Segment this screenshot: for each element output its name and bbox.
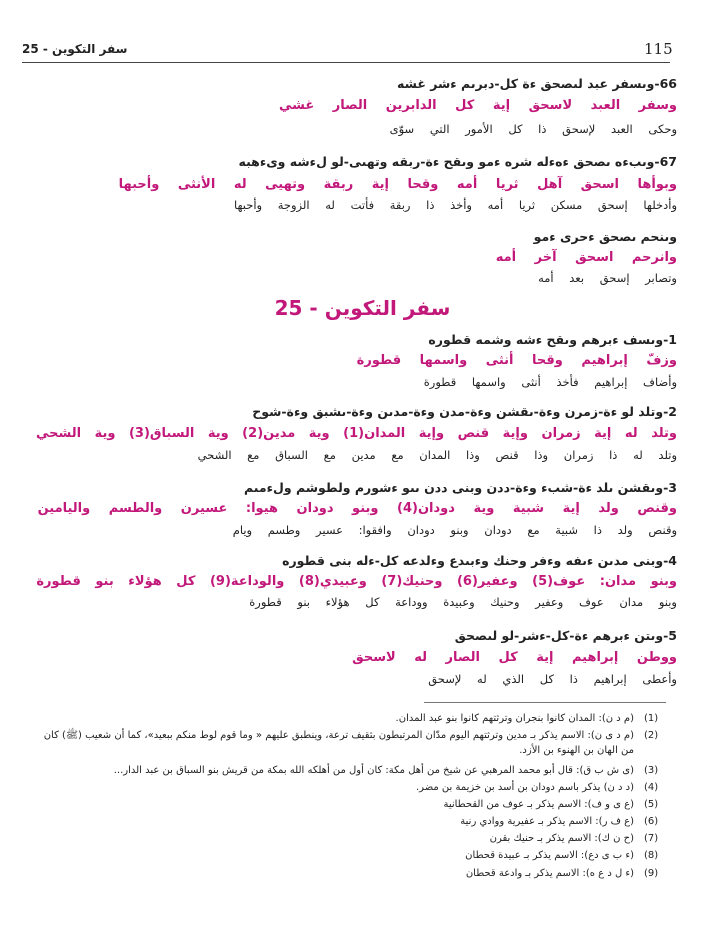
footnote-text: (ع ى و ف): الاسم يذكر بـ عوف من القحطانية — [443, 799, 634, 810]
footnote-text: (ء ل د ع ه): الاسم يذكر بـ وادعة قحطان — [465, 868, 634, 879]
running-title: سفر التكوين - 25 — [22, 42, 128, 56]
footnote-number: (9) — [644, 868, 659, 879]
verse-reading: وزفّ إبراهيم وقحا أنثى واسمها قطورة — [356, 353, 677, 368]
verse-meaning: وأدخلها إسحق مسكن ثريا أمه وأخذ ذا ربقة فأتت له الزوجة وأحبها — [233, 198, 677, 212]
verse-musnad: 2-وتلد لو ءة-زمرن وءة-ىقشن وءة-مدن وءة-مدىن وءة-ىشبق وءة-شوح — [252, 404, 677, 419]
page-number: 115 — [644, 40, 673, 58]
verse-reading: وبنو مدان: عوف(5) وعفير(6) وحنيك(7) وعبيدي(8) والوداعة(9) كل هؤلاء بنو قطورة — [36, 574, 677, 589]
footnote-number: (8) — [644, 850, 659, 861]
chapter-heading: سفر التكوين - 25 — [274, 296, 451, 320]
verse-musnad: 3-وىقشن ىلد ءة-شبء وءة-ددن وبنى ددن ىىو ءشورم ولطوشم ولءمىم — [243, 480, 677, 495]
verse-meaning: وحكى العبد لإسحق ذا كل الأمور التي سوّى — [389, 122, 677, 136]
footnote-text: (م د ى ن): الاسم يذكر بـ مدين وترثتهم اليوم مدّان المرتبطون بثقيف ترعة، وينطبق عليهم « وما قوم لوط منكم ببعيد»، كما أن شعيب (ﷺ) كان من الهان بن الهنوء بن الأزد. — [43, 730, 634, 756]
verse-musnad: وىنحم ىصحق ءحرى ءمو — [533, 229, 677, 244]
footnote-text: (د د ن) يذكر باسم دودان بن أسد بن خزيمة بن مضر. — [416, 782, 634, 793]
verse-reading: ووطن إبراهيم إية كل الصار له لاسحق — [352, 650, 677, 665]
footnote-text: (ى ش ب ق): قال أبو محمد المرهبي عن شيخ من أهل مكة: كان أول من أهلكه الله بمكة من قريش بنو السباق بن عبد الدار... — [113, 765, 634, 776]
footnote-number: (2) — [644, 730, 659, 741]
verse-musnad: 67-وىبءه ىصحق ءهءله شره ءمو وىقح ءة-ربقه وتهىى-لو لءشه وىءهبه — [238, 154, 677, 169]
verse-reading: وقنص ولد إية شبية وية دودان(4) وبنو دودان هيوا: عسيرن والطسم واليامين — [37, 501, 677, 516]
footnote-text: (ء ب ى دع): الاسم يذكر بـ عبيدة قحطان — [465, 850, 634, 861]
verse-musnad: 66-وىسفر عبد لىصحق ءة كل-دبرىم ءشر غشه — [397, 76, 677, 91]
verse-musnad: 4-وبنى مدىن ءىفه وءفر وحنك وءبىدع وءلدعه كل-ءله بنى قطوره — [282, 553, 677, 568]
verse-meaning: وأعطى إبراهيم ذا كل الذي له لإسحق — [428, 672, 677, 686]
verse-meaning: وتصابر إسحق بعد أمه — [538, 271, 677, 285]
footnote-number: (5) — [644, 799, 659, 810]
footnote-rule — [424, 702, 666, 703]
verse-meaning: وأضاف إبراهيم فأخذ أنثى واسمها قطورة — [423, 375, 677, 389]
footnote-number: (6) — [644, 816, 659, 827]
footnote-text: (ع ف ر): الاسم يذكر بـ عفيرية ووادي رنية — [460, 816, 634, 827]
footnote-text: (ح ن ك): الاسم يذكر بـ حنيك بقرن — [489, 833, 634, 844]
verse-reading: وبوأها اسحق آهل ثريا أمه وقحا إية ربقة وتهيى له الأنثى وأحبها — [118, 177, 677, 192]
verse-meaning: وبنو مدان عوف وعفير وحنيك وعبيدة ووداعة كل هؤلاء بنو قطورة — [249, 595, 677, 609]
header-rule — [22, 62, 670, 63]
verse-reading: وسفر العبد لاسحق إية كل الدابرين الصار غشي — [278, 98, 677, 113]
footnote-number: (3) — [644, 765, 659, 776]
verse-meaning: وقنص ولد ذا شبية مع دودان وبنو دودان وافقوا: عسير وطسم ويام — [232, 523, 677, 537]
footnote-text: (م د ن): المدان كانوا بنجران وترثتهم كانوا بنو عبد المدان. — [395, 713, 634, 724]
verse-reading: وانرحم اسحق آخر أمه — [495, 250, 677, 265]
footnote-number: (4) — [644, 782, 659, 793]
verse-meaning: وتلد له ذا زمران وذا قنص وذا المدان مع مدين مع السباق مع الشحي — [197, 448, 677, 462]
verse-musnad: 1-وىسف ءبرهم وىقح ءشه وشمه قطوره — [428, 332, 677, 347]
footnote-number: (7) — [644, 833, 659, 844]
footnote-number: (1) — [644, 713, 659, 724]
verse-reading: وتلد له إية زمران وإية قنص وإية المدان(1) وية مدين(2) وية السباق(3) وية الشحي — [35, 426, 677, 441]
verse-musnad: 5-وىتن ءبرهم ءة-كل-ءشر-لو لىصحق — [454, 628, 677, 643]
